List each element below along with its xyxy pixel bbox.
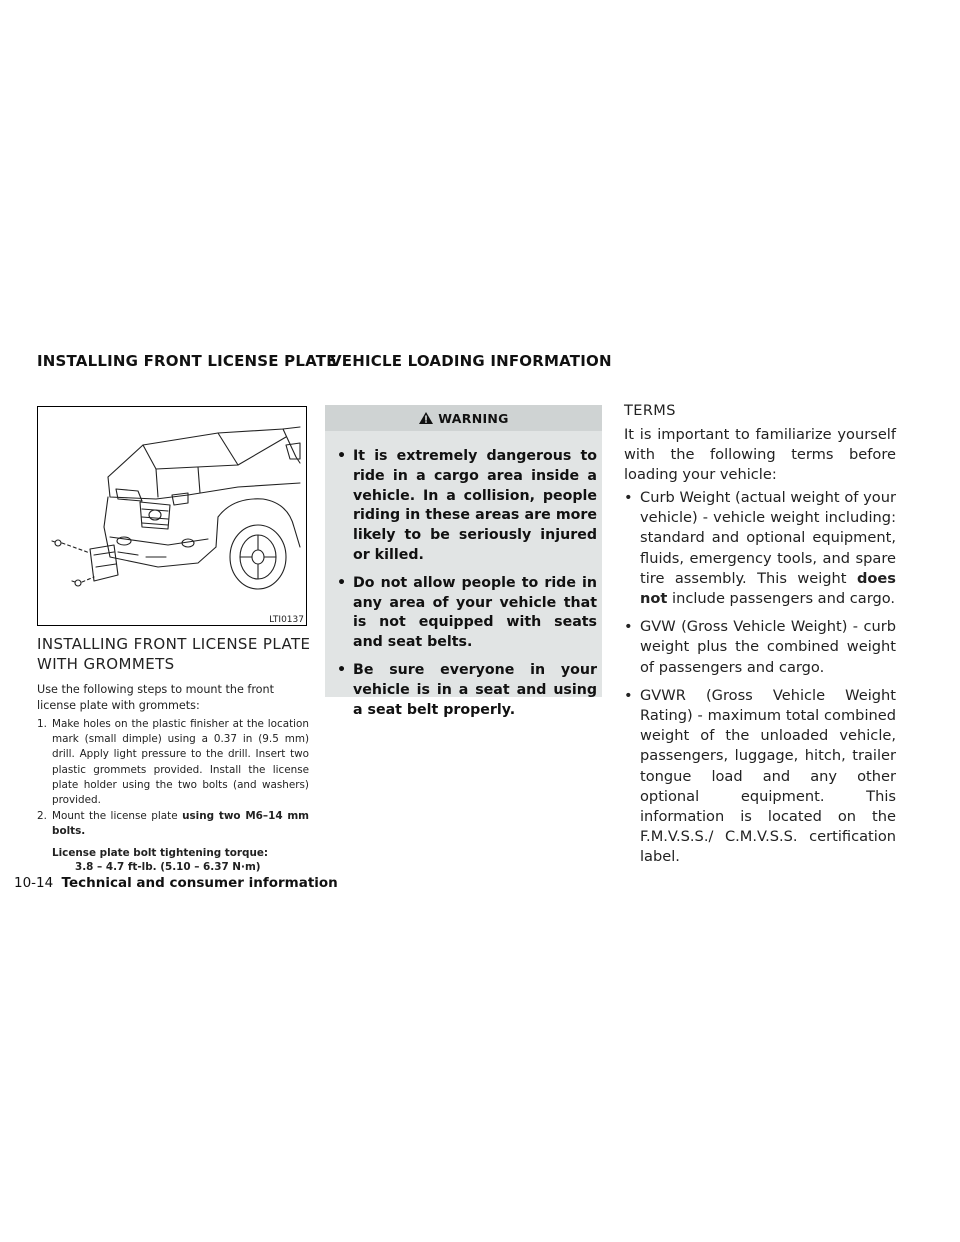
step-2 — [37, 809, 309, 839]
license-intro: Use the following steps to mount the front license plate with grommets: — [37, 683, 274, 712]
step-1-text: Make holes on the plastic finisher at the location mark (small dimple) using a 0.37 in (9.5 mm) drill. Apply light pressure to the drill. Insert two plastic grommets provided. Install the license plate holder using the two bolts (and washers) provided. — [52, 718, 309, 807]
term-curb-bold: does not — [640, 569, 896, 608]
warning-triangle-icon — [418, 411, 434, 425]
warning-title: WARNING — [438, 410, 509, 426]
warning-item: • Be sure everyone in your vehicle is in a seat and using a seat belt properly. — [337, 661, 597, 718]
step-2-number: 2. — [37, 810, 47, 823]
step-1 — [37, 717, 309, 808]
warning-item: • It is extremely dangerous to ride in a cargo area inside a vehicle. In a collision, people riding in these areas are more likely to be seriously injured or killed. — [337, 448, 597, 563]
warning-item: • Do not allow people to ride in any area of your vehicle that is not equipped with seats and seat belts. — [337, 574, 597, 651]
torque-spec — [37, 846, 309, 875]
term-item-gvw: • GVW (Gross Vehicle Weight) - curb weight plus the combined weight of passengers and cargo. — [624, 618, 896, 676]
license-plate-figure — [37, 406, 307, 626]
license-subheading — [37, 634, 312, 674]
figure-label: LTI0137 — [269, 615, 304, 625]
warning-item-text: Do not allow people to ride in any area of your vehicle that is not equipped with seats and seat belts. — [353, 574, 597, 651]
step-2-text: Mount the license plate — [52, 810, 183, 823]
warning-box — [325, 405, 602, 718]
term-item-gvwr: • GVWR (Gross Vehicle Weight Rating) - maximum total combined weight of the unloaded vehicle, passengers, luggage, hitch, trailer tongue load and any other optional equipment. This information is located on the F.M.V.S.S./ C.M.V.S.S. certification label. — [624, 686, 896, 866]
terms-list — [624, 488, 896, 876]
term-gvw-text: GVW (Gross Vehicle Weight) - curb weight plus the combined weight of passengers and cargo. — [640, 618, 896, 676]
footer-title: Technical and consumer information — [61, 875, 338, 891]
license-subheading-line2: WITH GROMMETS — [37, 655, 175, 673]
warning-item-text: It is extremely dangerous to ride in a cargo area inside a vehicle. In a collision, people riding in these areas are more likely to be seriously injured or killed. — [353, 448, 597, 563]
torque-label: License plate bolt tightening torque: — [52, 846, 269, 859]
terms-heading: TERMS — [624, 403, 676, 419]
step-1-number: 1. — [37, 718, 47, 730]
term-gvwr-text: GVWR (Gross Vehicle Weight Rating) - maximum total combined weight of the unloaded vehicle, passengers, luggage, hitch, trailer tongue load and any other optional equipment. This information is located on the F.M.V.S.S./ C.M.V.S.S. certification label. — [640, 686, 896, 866]
section-header-loading: VEHICLE LOADING INFORMATION — [330, 352, 612, 370]
license-subheading-line1: INSTALLING FRONT LICENSE PLATE — [37, 635, 311, 653]
term-item-curb-weight: • Curb Weight (actual weight of your vehicle) - vehicle weight including: standard and optional equipment, fluids, emergency tools, and spare tire assembly. This weight does not include passengers and cargo. — [624, 489, 896, 608]
section-header-license: INSTALLING FRONT LICENSE PLATE — [37, 352, 337, 370]
page-number: 10-14 — [14, 875, 54, 891]
term-curb-text: Curb Weight (actual weight of your vehicle) - vehicle weight including: standard and optional equipment, fluids, emergency tools, and spare tire assembly. This weight — [640, 489, 896, 587]
page-footer — [14, 875, 338, 891]
warning-title-bar — [325, 405, 602, 431]
license-steps — [37, 717, 309, 875]
truck-license-plate-illustration-icon — [38, 407, 306, 625]
warning-list — [337, 447, 597, 728]
term-curb-tail: include passengers and cargo. — [667, 590, 896, 608]
terms-intro: It is important to familiarize yourself with the following terms before loading your vehicle: — [624, 426, 896, 484]
warning-item-text: Be sure everyone in your vehicle is in a seat and using a seat belt properly. — [353, 661, 597, 718]
step-2-bold: using two M6–14 mm bolts. — [52, 810, 310, 838]
torque-value: 3.8 – 4.7 ft-lb. (5.10 – 6.37 N·m) — [75, 861, 261, 874]
